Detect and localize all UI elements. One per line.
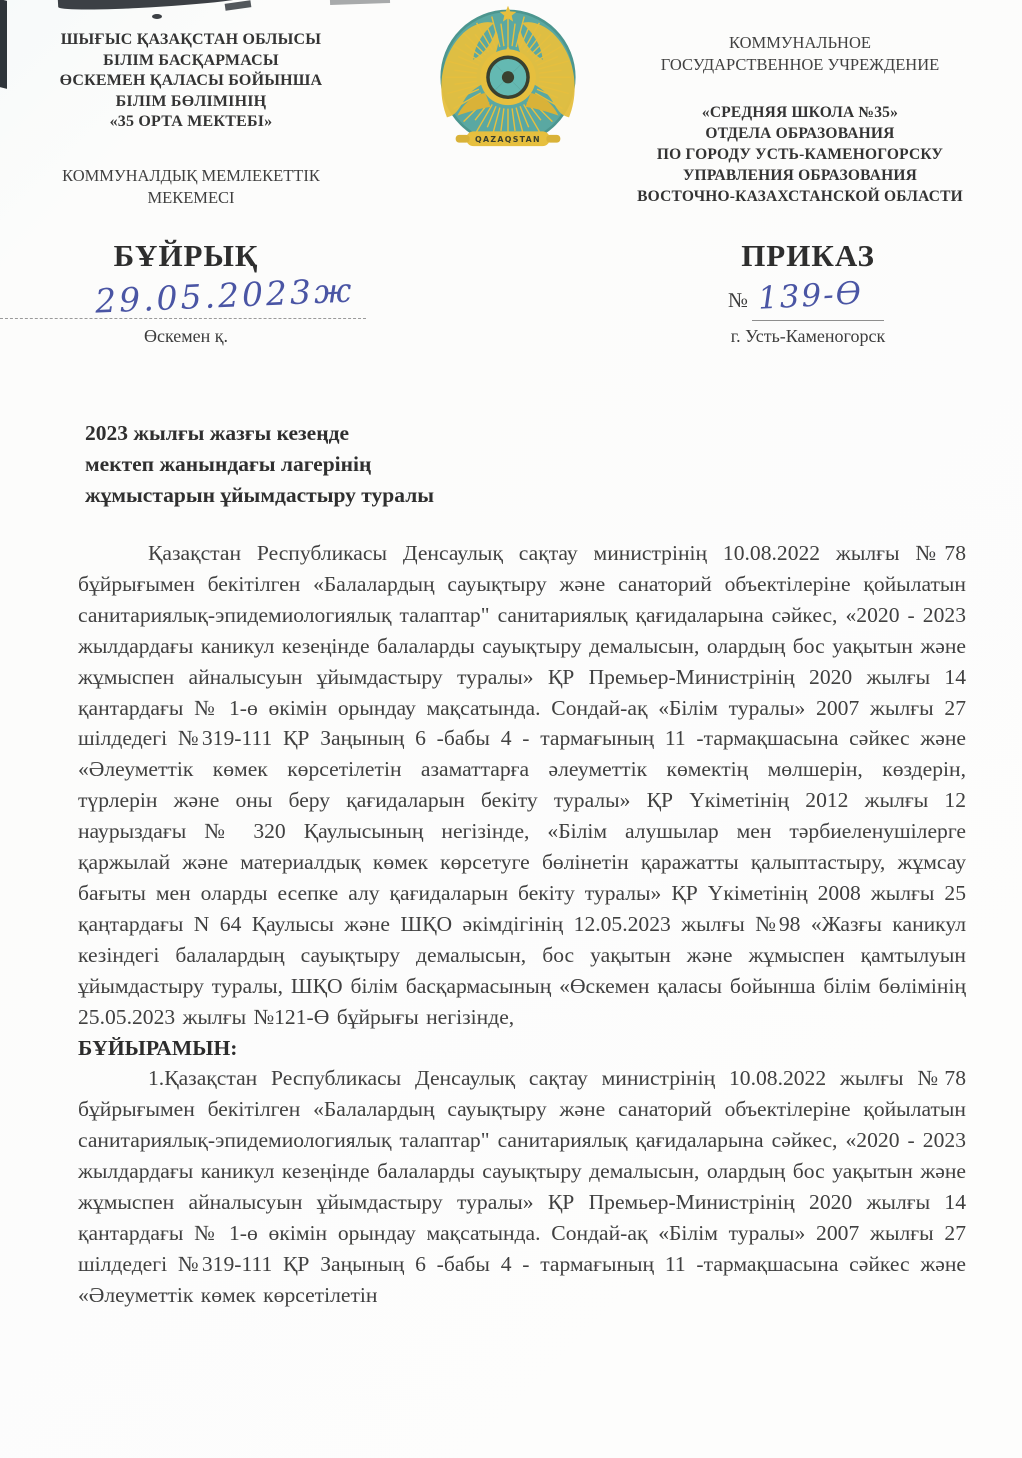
org-line: ПО ГОРОДУ УСТЬ-КАМЕНОГОРСКУ bbox=[656, 146, 944, 163]
body-paragraph-preamble: Қазақстан Республикасы Денсаулық сақтау министрінің 10.08.2022 жылғы №78 бұйрығымен бекітілген «Балалардың сауықтыру және санаторий объектілеріне қойылатын санитариялық-эпидемиологиялық талаптар" санитариялық қағидаларына сәйкес, «2020 - 2023 жылдардағы каникул кезеңінде балаларды сауықтыру демалысын, олардың бос уақытын және жұмыспен айналысуын ұйымдастыру туралы» ҚР Премьер-Министрінің 2020 жылғы 14 қантардағы № 1-ө өкімін орындау мақсатында. Сондай-ақ «Білім туралы» 2007 жылғы 27 шілдедегі №319-111 ҚР Заңының 6 -бабы 4 - тармағының 11 -тармақшасына сәйкес және «Әлеуметтік көмек көрсетілетін азаматтарға әлеуметтік көмектің мөлшерін, көздерін, түрлерін және оны беру қағидаларын бекіту туралы» ҚР Үкіметінің 2012 жылғы 12 наурыздағы № 320 Қаулысының негізінде, «Білім алушылар мен тәрбиеленушілерге қаржылай және материалдық көмек көрсетуге бөлінетін қаражатты қалыптастыру, жұмсау бағыты мен оларды есепке алу қағидаларын бекіту туралы» ҚР Үкіметінің 2008 жылғы 25 қаңтардағы N 64 Қаулысы және ШҚО әкімдігінің 12.05.2023 жылғы №98 «Жазғы каникул кезіндегі балалардың сауықтыру демалысын, бос уақытын және жұмыспен қамтылуын ұйымдастыру туралы, ШҚО білім басқармасының «Өскемен қаласы бойынша білім бөлімінің 25.05.2023 жылғы №121-Ө бұйрығы негізінде, bbox=[78, 541, 966, 1029]
date-underline bbox=[0, 318, 366, 319]
subject-line: 2023 жылғы жазғы кезеңде bbox=[85, 421, 350, 445]
header-left-kazakh bbox=[28, 30, 354, 209]
order-subject bbox=[85, 418, 685, 511]
order-number-row bbox=[606, 275, 1010, 326]
order-title-kazakh-block bbox=[0, 238, 372, 274]
city-kazakh: Өскемен қ. bbox=[143, 326, 229, 346]
org-line: УПРАВЛЕНИЯ ОБРАЗОВАНИЯ bbox=[682, 167, 918, 184]
city-russian: г. Усть-Каменогорск bbox=[730, 326, 886, 346]
org-line: БІЛІМ БАСҚАРМАСЫ bbox=[103, 51, 279, 69]
scan-artifact bbox=[225, 0, 252, 11]
order-title-russian-block bbox=[606, 238, 1010, 274]
body-paragraph-item1: 1.Қазақстан Республикасы Денсаулық сақтау министрінің 10.08.2022 жылғы №78 бұйрығымен бекітілген «Балалардың сауықтыру және санаторий объектілеріне қойылатын санитариялық-эпидемиологиялық талаптар" санитариялық қағидаларына сәйкес, «2020 - 2023 жылдардағы каникул кезеңінде балаларды сауықтыру демалысын, олардың бос уақытын және жұмыспен айналысуын ұйымдастыру туралы» ҚР Премьер-Министрінің 2020 жылғы 14 қантардағы № 1-ө өкімін орындау мақсатында. Сондай-ақ «Білім туралы» 2007 жылғы 27 шілдедегі №319-111 ҚР Заңының 6 -бабы 4 - тармағының 11 -тармақшасына сәйкес және «Әлеуметтік көмек көрсетілетін bbox=[78, 1066, 966, 1307]
org-type-line: КОММУНАЛДЫҚ МЕМЛЕКЕТТІК bbox=[62, 165, 320, 185]
org-line: «35 ОРТА МЕКТЕБІ» bbox=[109, 113, 273, 130]
subject-line: жұмыстарын ұйымдастыру туралы bbox=[85, 483, 435, 507]
org-line: ВОСТОЧНО-КАЗАХСТАНСКОЙ ОБЛАСТИ bbox=[637, 188, 963, 205]
handwritten-order-number: 139-Ө bbox=[757, 275, 864, 317]
order-body bbox=[78, 538, 966, 1311]
org-type-line: ГОСУДАРСТВЕННОЕ УЧРЕЖДЕНИЕ bbox=[660, 55, 940, 74]
org-line: ОТДЕЛА ОБРАЗОВАНИЯ bbox=[705, 125, 895, 142]
number-underline bbox=[752, 320, 884, 321]
org-type-line: КОММУНАЛЬНОЕ bbox=[729, 33, 871, 52]
handwritten-date: 29.05.2023ж bbox=[94, 270, 356, 321]
scan-artifact bbox=[330, 0, 390, 5]
header-right-russian bbox=[598, 32, 1002, 207]
order-title-kk: БҰЙРЫҚ bbox=[113, 238, 259, 273]
scan-artifact bbox=[0, 0, 7, 89]
org-line: ӨСКЕМЕН ҚАЛАСЫ БОЙЫНША bbox=[59, 72, 323, 89]
emblem-caption: QAZAQSTAN bbox=[475, 135, 541, 145]
org-type-line: МЕКЕМЕСІ bbox=[147, 187, 235, 207]
order-title-ru: ПРИКАЗ bbox=[741, 238, 875, 273]
subject-line: мектеп жанындағы лагерінің bbox=[85, 452, 372, 476]
org-line: БІЛІМ БӨЛІМІНІҢ bbox=[115, 92, 267, 110]
org-line: «СРЕДНЯЯ ШКОЛА №35» bbox=[701, 104, 899, 121]
scan-artifact bbox=[152, 14, 162, 19]
resolve-heading: БҰЙЫРАМЫН: bbox=[78, 1035, 238, 1060]
number-sign: № bbox=[728, 288, 749, 312]
kazakhstan-emblem-icon bbox=[420, 4, 596, 154]
org-line: ШЫҒЫС ҚАЗАҚСТАН ОБЛЫСЫ bbox=[60, 31, 322, 48]
